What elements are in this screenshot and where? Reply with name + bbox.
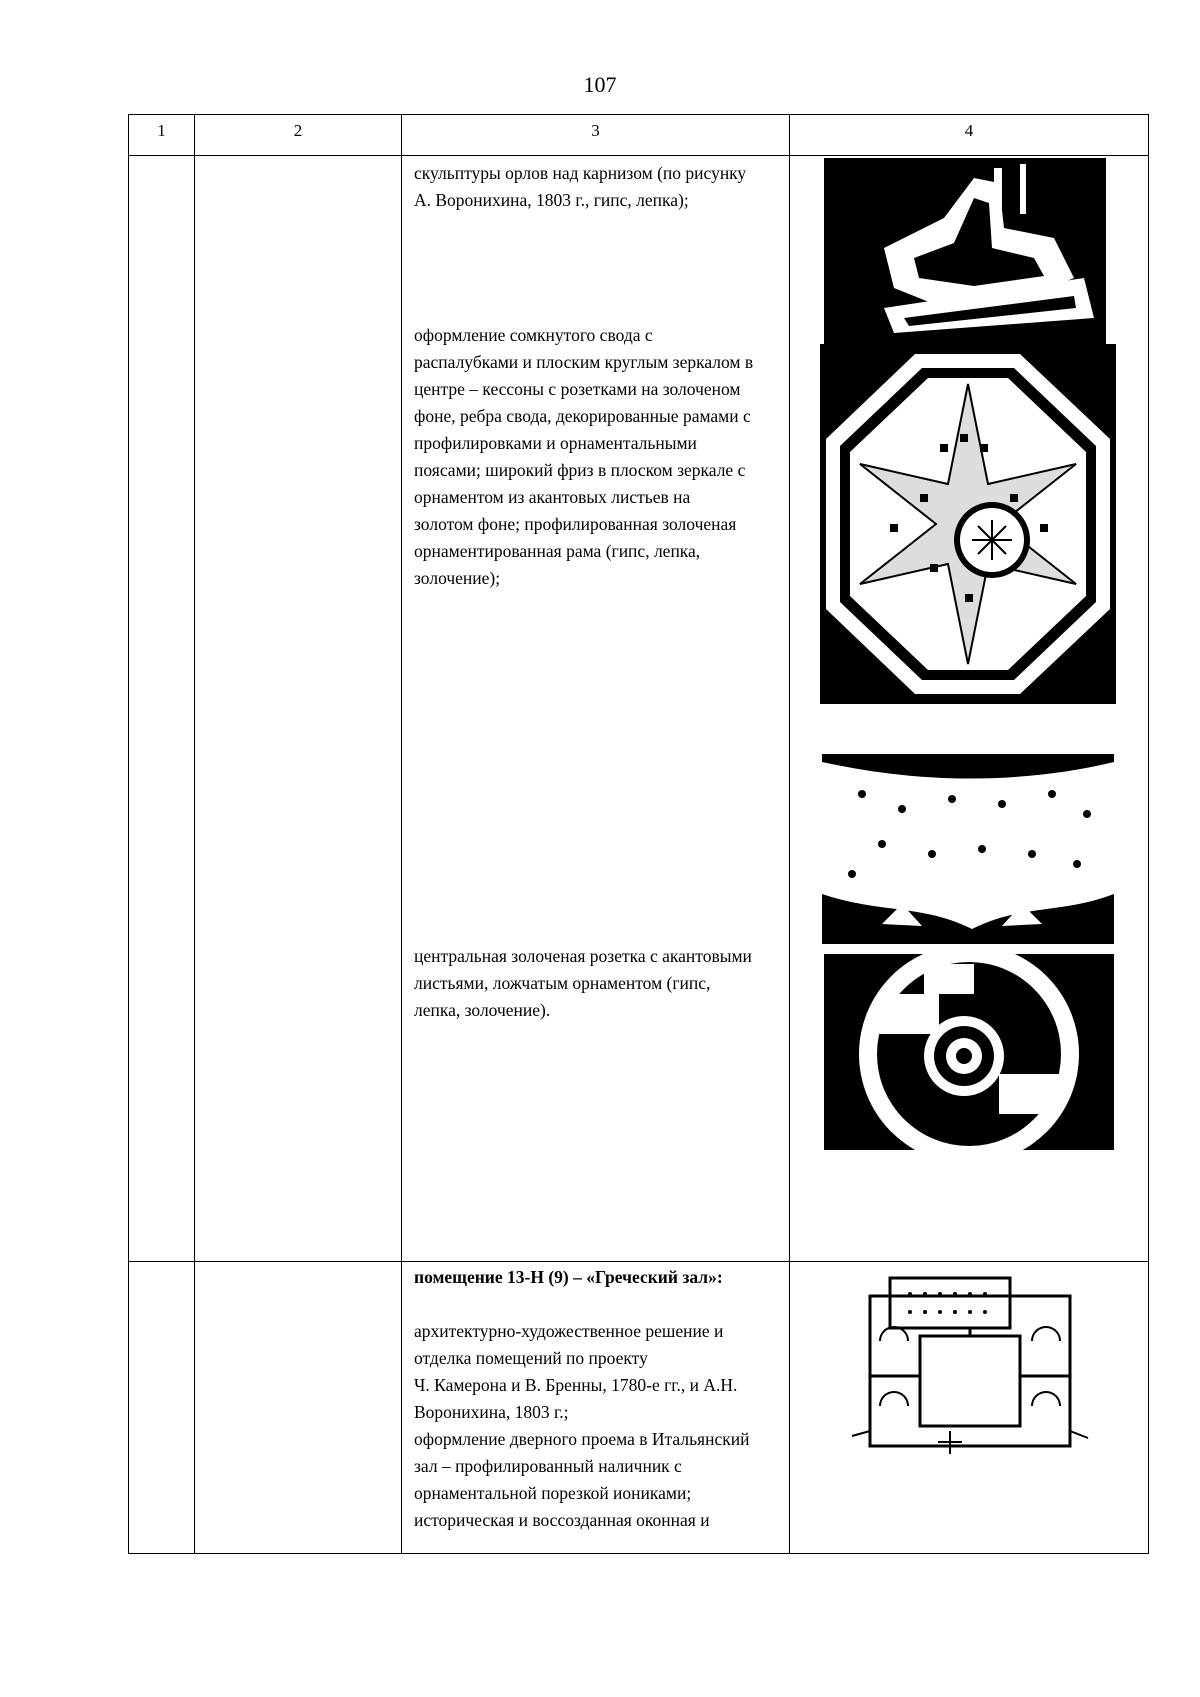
column-header-2: 2: [195, 115, 402, 156]
table-header-row: [129, 115, 1149, 156]
cell-illustrations: [790, 1262, 1149, 1554]
cell-description: [402, 1262, 790, 1554]
column-header-1: 1: [129, 115, 195, 156]
description-line: историческая и воссозданная оконная и: [414, 1510, 710, 1530]
description-line: архитектурно-художественное решение и отделка помещений по проекту: [414, 1321, 724, 1368]
central-rosette-photo: [824, 954, 1114, 1150]
description-line: Ч. Камерона и В. Бренны, 1780-е гг., и А.Н. Воронихина, 1803 г.;: [414, 1375, 738, 1422]
cell-description: [402, 156, 790, 1262]
page-number: 107: [583, 72, 617, 97]
column-header-4: 4: [790, 115, 1149, 156]
description-vault: оформление сомкнутого свода с распалубками и плоским круглым зеркалом в центре – кессоны с розетками на золоченом фоне, ребра свода, декорированные рамами с профилировками и орнаментальными поясами; широкий фриз в плоском зеркале с орнаментом из акантовых листьев на золотом фоне; профилированная золоченая орнаментированная рама (гипс, лепка, золочение);: [414, 325, 754, 588]
vault-photo: [820, 344, 1116, 704]
monuments-table: [128, 114, 1149, 1554]
eagle-sculpture-photo: [824, 158, 1106, 348]
cell-name: [195, 1262, 402, 1554]
floor-plan-drawing: [850, 1266, 1090, 1462]
table-row: [129, 156, 1149, 1262]
column-header-3: 3: [402, 115, 790, 156]
cell-number: [129, 1262, 195, 1554]
cell-name: [195, 156, 402, 1262]
cell-illustrations: [790, 156, 1149, 1262]
room-title: помещение 13-Н (9) – «Греческий зал»:: [414, 1267, 723, 1287]
cell-number: [129, 156, 195, 1262]
description-rosette: центральная золоченая розетка с акантовыми листьями, ложчатым орнаментом (гипс, лепка, золочение).: [414, 946, 752, 1020]
table-row: [129, 1262, 1149, 1554]
vault-detail-photo: [822, 754, 1114, 944]
description-line: оформление дверного проема в Итальянский зал – профилированный наличник с орнаментальной порезкой иониками;: [414, 1429, 750, 1503]
description-eagles: скульптуры орлов над карнизом (по рисунку А. Воронихина, 1803 г., гипс, лепка);: [414, 163, 747, 210]
